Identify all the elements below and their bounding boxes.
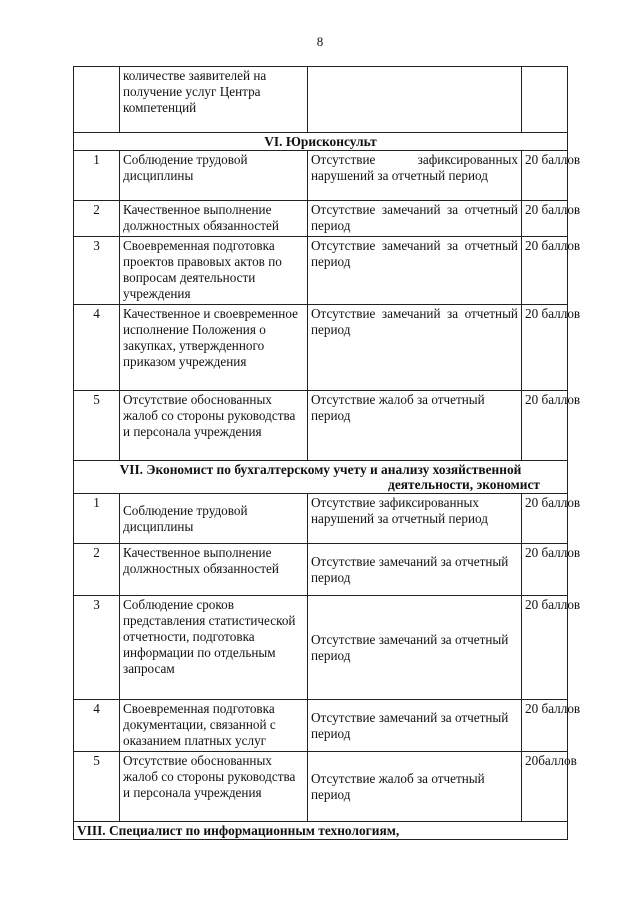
score-cell: 20 баллов [522,201,568,237]
page-number: 8 [316,34,324,49]
table-row [74,494,568,544]
score-cell: 20 баллов [522,305,568,391]
criterion-cell: Отсутствие замечаний за отчетный период [308,700,522,752]
row-number: 4 [74,305,120,391]
row-number [74,67,120,133]
indicator-cell: Соблюдение трудовой дисциплины [120,151,308,201]
indicator-cell: Соблюдение трудовой дисциплины [120,494,308,544]
table-row [74,151,568,201]
indicator-cell: количестве заявителей на получение услуг Центра компетенций [120,67,308,133]
criteria-table [73,66,581,840]
score-cell: 20 баллов [522,237,568,305]
section-title: VI. Юрисконсульт [74,133,568,151]
section-title-line-1: VII. Экономист по бухгалтерскому учету и анализу хозяйственной [119,462,522,477]
score-cell: 20баллов [522,752,568,822]
indicator-cell: Своевременная подготовка проектов правовых актов по вопросам деятельности учреждения [120,237,308,305]
row-number: 5 [74,391,120,461]
indicator-cell: Качественное выполнение должностных обязанностей [120,201,308,237]
criterion-cell: Отсутствие замечаний за отчетный период [308,305,522,391]
score-cell: 20 баллов [522,391,568,461]
indicator-cell: Качественное выполнение должностных обязанностей [120,544,308,596]
indicator-cell: Качественное и своевременное исполнение Положения о закупках, утвержденного приказом учреждения [120,305,308,391]
row-number: 3 [74,596,120,700]
table-row [74,544,568,596]
row-number: 1 [74,151,120,201]
table-row [74,305,568,391]
score-cell: 20 баллов [522,151,568,201]
row-number: 5 [74,752,120,822]
indicator-cell: Отсутствие обоснованных жалоб со стороны руководства и персонала учреждения [120,391,308,461]
criterion-cell: Отсутствие зафиксированных нарушений за отчетный период [308,151,522,201]
table-row [74,700,568,752]
row-number: 2 [74,201,120,237]
table-row [74,391,568,461]
row-number: 1 [74,494,120,544]
score-cell: 20 баллов [522,700,568,752]
table-row-continuation [74,67,568,133]
score-cell: 20 баллов [522,494,568,544]
section-header-row [74,822,568,840]
section-header-row [74,461,568,494]
score-cell: 20 баллов [522,596,568,700]
section-title: VIII. Специалист по информационным технологиям, [74,822,568,840]
score-cell: 20 баллов [522,544,568,596]
table-row [74,237,568,305]
criterion-cell: Отсутствие зафиксированных нарушений за отчетный период [308,494,522,544]
criterion-cell: Отсутствие замечаний за отчетный период [308,237,522,305]
indicator-cell: Соблюдение сроков представления статистической отчетности, подготовка информации по отдельным запросам [120,596,308,700]
table-row [74,201,568,237]
criterion-cell: Отсутствие замечаний за отчетный период [308,544,522,596]
criterion-cell [308,67,522,133]
row-number: 4 [74,700,120,752]
indicator-cell: Отсутствие обоснованных жалоб со стороны руководства и персонала учреждения [120,752,308,822]
criterion-cell: Отсутствие жалоб за отчетный период [308,391,522,461]
section-title-line-2: деятельности, экономист [388,477,540,492]
section-header-row [74,133,568,151]
criterion-cell: Отсутствие замечаний за отчетный период [308,201,522,237]
section-title [74,461,568,494]
score-cell [522,67,568,133]
indicator-cell: Своевременная подготовка документации, связанной с оказанием платных услуг [120,700,308,752]
table-row [74,596,568,700]
criterion-cell: Отсутствие жалоб за отчетный период [308,752,522,822]
row-number: 3 [74,237,120,305]
row-number: 2 [74,544,120,596]
criterion-cell: Отсутствие замечаний за отчетный период [308,596,522,700]
table-row [74,752,568,822]
